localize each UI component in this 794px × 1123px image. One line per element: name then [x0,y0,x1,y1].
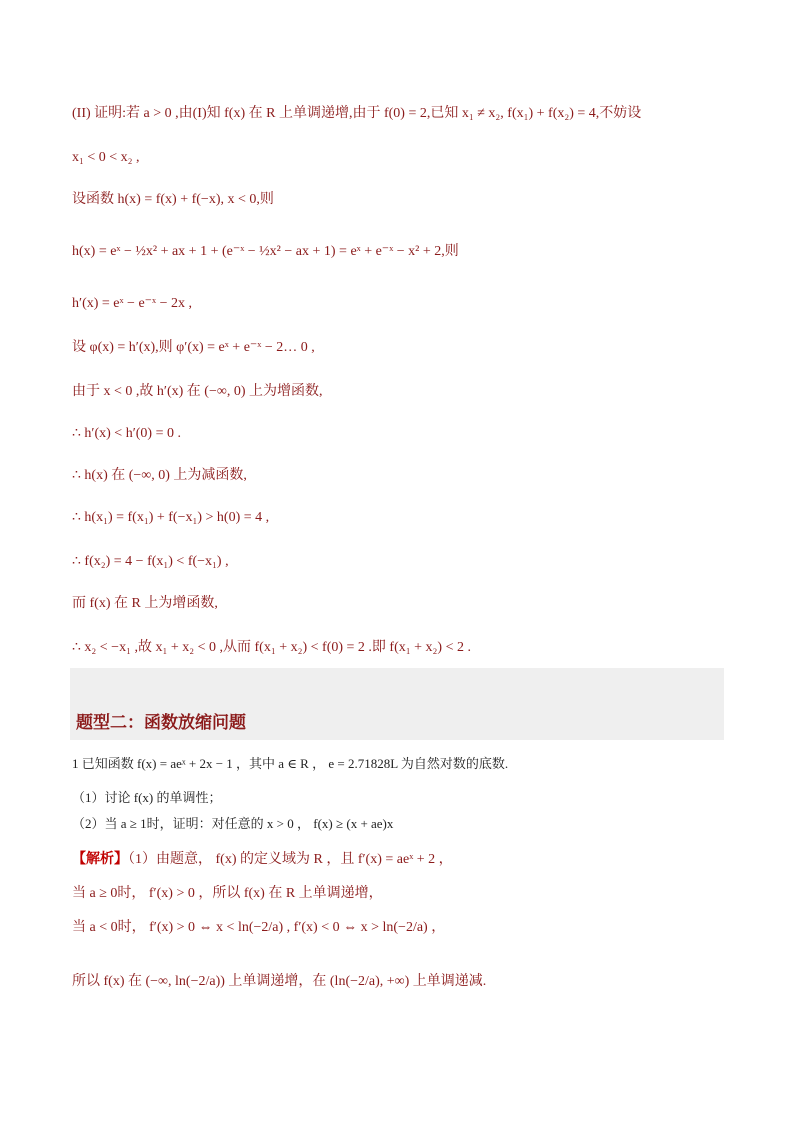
proof-line-8: ∴ h′(x) < h′(0) = 0 . [72,426,181,441]
proof-line-1: (II) 证明:若 a > 0 ,由(I)知 f(x) 在 R 上单调递增,由于 f(0) = 2,已知 x₁ ≠ x₂, f(x₁) + f(x₂) = 4,不妨设 [72,106,642,121]
proof-line-4: h(x) = eˣ − ½x² + ax + 1 + (e⁻ˣ − ½x² − ax + 1) = eˣ + e⁻ˣ − x² + 2,则 [72,244,459,259]
solution-line-2: 当 a ≥ 0时， f′(x) > 0 ，所以 f(x) 在 R 上单调递增， [72,886,383,901]
proof-line-12: 而 f(x) 在 R 上为增函数, [72,596,218,611]
section-title: 题型二：函数放缩问题 [76,713,246,733]
problem-part-1: （1）讨论 f(x) 的单调性； [72,790,222,805]
solution-tag: 【解析】 [72,852,128,867]
section-banner [70,668,724,740]
solution-line-1 [72,850,453,870]
proof-line-7: 由于 x < 0 ,故 h′(x) 在 (−∞, 0) 上为增函数, [72,384,323,399]
proof-line-9: ∴ h(x) 在 (−∞, 0) 上为减函数, [72,468,247,483]
proof-line-13: ∴ x₂ < −x₁ ,故 x₁ + x₂ < 0 ,从而 f(x₁ + x₂) < f(0) = 2 .即 f(x₁ + x₂) < 2 . [72,640,471,655]
solution-step-1: （1）由题意， f(x) 的定义域为 R ，且 f′(x) = aeˣ + 2 ， [128,852,453,867]
proof-line-11: ∴ f(x₂) = 4 − f(x₁) < f(−x₁) , [72,554,229,569]
proof-line-3: 设函数 h(x) = f(x) + f(−x), x < 0,则 [72,192,274,207]
solution-line-3: 当 a < 0时， f′(x) > 0 ⇔ x < ln(−2/a) , f′(x) < 0 ⇔ x > ln(−2/a) ， [72,920,446,935]
solution-line-4: 所以 f(x) 在 (−∞, ln(−2/a)) 上单调递增，在 (ln(−2/a), +∞) 上单调递减. [72,974,487,989]
proof-line-5: h′(x) = eˣ − e⁻ˣ − 2x , [72,296,192,311]
proof-line-2: x₁ < 0 < x₂ , [72,150,140,165]
problem-part-2: （2）当 a ≥ 1时，证明：对任意的 x > 0 ， f(x) ≥ (x + ae)x [72,816,394,831]
proof-line-10: ∴ h(x₁) = f(x₁) + f(−x₁) > h(0) = 4 , [72,510,270,525]
proof-line-6: 设 φ(x) = h′(x),则 φ′(x) = eˣ + e⁻ˣ − 2… 0 , [72,340,315,355]
problem-line-1: 1 已知函数 f(x) = aeˣ + 2x − 1 ，其中 a ∈ R ， e = 2.71828L 为自然对数的底数. [72,756,509,771]
